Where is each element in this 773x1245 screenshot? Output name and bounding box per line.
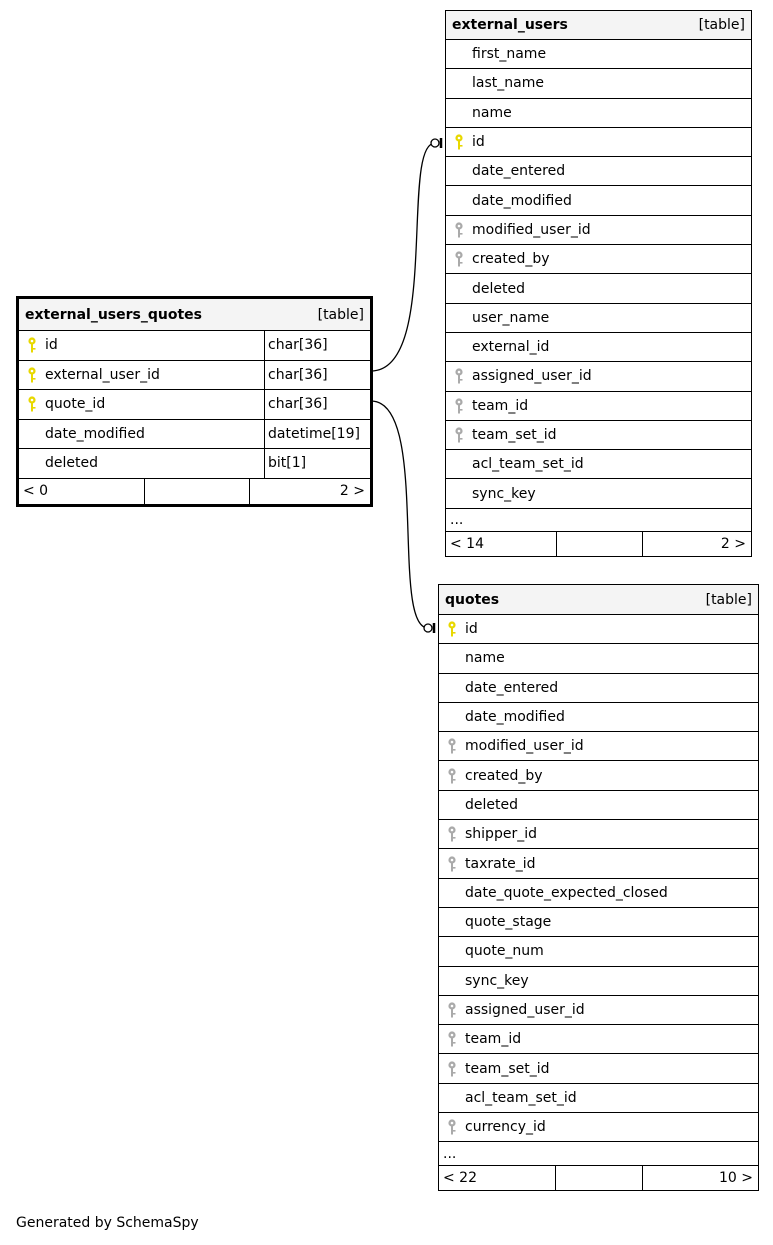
column-row[interactable] bbox=[439, 937, 758, 966]
column-row[interactable] bbox=[446, 392, 751, 421]
column-name: quote_id bbox=[45, 396, 106, 413]
table-kind: [table] bbox=[317, 306, 364, 323]
table-name: external_users_quotes bbox=[25, 306, 202, 323]
column-name-cell bbox=[446, 304, 751, 332]
column-row[interactable] bbox=[439, 1113, 758, 1142]
column-name-cell bbox=[446, 40, 751, 68]
column-row[interactable] bbox=[446, 216, 751, 245]
column-name-cell bbox=[439, 1025, 758, 1053]
column-name-cell bbox=[439, 820, 758, 848]
column-name: deleted bbox=[465, 796, 518, 813]
column-row[interactable] bbox=[446, 274, 751, 303]
column-row[interactable] bbox=[446, 450, 751, 479]
column-name-cell bbox=[439, 1113, 758, 1141]
column-name: currency_id bbox=[465, 1119, 546, 1136]
column-row[interactable] bbox=[19, 390, 370, 420]
column-name-cell bbox=[439, 879, 758, 907]
column-row[interactable] bbox=[439, 1084, 758, 1113]
table-header bbox=[446, 11, 751, 40]
column-name-cell bbox=[446, 421, 751, 449]
foreign-key-icon bbox=[452, 249, 466, 269]
column-name: date_entered bbox=[472, 163, 566, 180]
column-name: team_set_id bbox=[465, 1060, 550, 1077]
column-name: created_by bbox=[472, 251, 550, 268]
column-list bbox=[439, 615, 758, 1142]
primary-key-icon bbox=[25, 335, 39, 355]
column-name-cell bbox=[19, 361, 264, 390]
column-name: team_id bbox=[465, 1031, 522, 1048]
table-external-users-quotes[interactable] bbox=[16, 296, 373, 507]
foreign-key-icon bbox=[445, 1059, 459, 1079]
column-name: name bbox=[472, 104, 512, 121]
column-row[interactable] bbox=[439, 879, 758, 908]
column-name: deleted bbox=[472, 280, 525, 297]
table-footer bbox=[19, 479, 370, 504]
column-row[interactable] bbox=[439, 820, 758, 849]
column-name: sync_key bbox=[472, 485, 536, 502]
column-row[interactable] bbox=[19, 449, 370, 479]
column-name-cell bbox=[19, 449, 264, 478]
column-type: char[36] bbox=[264, 390, 370, 419]
column-row[interactable] bbox=[19, 420, 370, 450]
column-row[interactable] bbox=[446, 362, 751, 391]
column-row[interactable] bbox=[446, 128, 751, 157]
column-name: first_name bbox=[472, 46, 547, 63]
relationship-quote-id-line bbox=[371, 401, 428, 628]
column-name-cell bbox=[439, 967, 758, 995]
column-name: assigned_user_id bbox=[465, 1002, 585, 1018]
column-name: deleted bbox=[45, 455, 98, 472]
primary-key-icon bbox=[25, 365, 39, 385]
column-name-cell bbox=[446, 274, 751, 302]
footer-middle bbox=[555, 1166, 643, 1190]
column-name: taxrate_id bbox=[465, 855, 536, 872]
column-name: id bbox=[45, 337, 58, 354]
column-name-cell bbox=[446, 99, 751, 127]
column-name: date_modified bbox=[45, 425, 145, 442]
column-type: datetime[19] bbox=[264, 420, 370, 449]
column-name: user_name bbox=[472, 309, 550, 326]
column-row[interactable] bbox=[19, 361, 370, 391]
column-row[interactable] bbox=[439, 615, 758, 644]
column-row[interactable] bbox=[439, 967, 758, 996]
column-name-cell bbox=[446, 392, 751, 420]
generated-by-credit: Generated by SchemaSpy bbox=[16, 1215, 199, 1231]
column-name: external_user_id bbox=[45, 366, 160, 383]
column-name: modified_user_id bbox=[472, 221, 591, 238]
column-name-cell bbox=[446, 69, 751, 97]
zero-or-many-marker bbox=[424, 624, 432, 632]
column-row[interactable] bbox=[446, 69, 751, 98]
column-list bbox=[19, 331, 370, 479]
foreign-key-icon bbox=[452, 220, 466, 240]
column-name: date_quote_expected_closed bbox=[465, 884, 668, 901]
foreign-key-icon bbox=[452, 366, 466, 386]
column-name-cell bbox=[446, 216, 751, 244]
more-columns-ellipsis: ... bbox=[439, 1142, 758, 1166]
footer-children-count: 2 > bbox=[720, 535, 746, 552]
column-row[interactable] bbox=[439, 791, 758, 820]
column-name: quote_stage bbox=[465, 914, 552, 931]
column-name: shipper_id bbox=[465, 826, 537, 843]
column-name-cell bbox=[439, 996, 758, 1024]
column-row[interactable] bbox=[439, 703, 758, 732]
column-type: char[36] bbox=[264, 331, 370, 360]
column-name: modified_user_id bbox=[465, 738, 584, 755]
table-name: quotes bbox=[445, 591, 500, 608]
column-name-cell bbox=[439, 849, 758, 877]
column-name: external_id bbox=[472, 339, 550, 356]
column-row[interactable] bbox=[439, 761, 758, 790]
column-name: name bbox=[465, 650, 505, 667]
column-name: team_id bbox=[472, 397, 529, 414]
column-name: date_entered bbox=[465, 679, 559, 696]
column-row[interactable] bbox=[439, 1025, 758, 1054]
column-name-cell bbox=[439, 732, 758, 760]
column-name-cell bbox=[446, 245, 751, 273]
column-name-cell bbox=[446, 186, 751, 214]
column-name: assigned_user_id bbox=[472, 368, 592, 385]
column-name-cell bbox=[439, 1054, 758, 1082]
column-name: created_by bbox=[465, 767, 543, 784]
foreign-key-icon bbox=[445, 1029, 459, 1049]
column-name-cell bbox=[19, 420, 264, 449]
column-name-cell bbox=[439, 1084, 758, 1112]
column-row[interactable] bbox=[446, 186, 751, 215]
table-name: external_users bbox=[452, 17, 568, 33]
table-header bbox=[439, 585, 758, 615]
column-name-cell bbox=[446, 157, 751, 185]
column-row[interactable] bbox=[446, 421, 751, 450]
footer-parents-count: < 0 bbox=[23, 483, 49, 499]
column-name: acl_team_set_id bbox=[465, 1089, 577, 1106]
primary-key-icon bbox=[445, 619, 459, 639]
column-name-cell bbox=[19, 390, 264, 419]
table-footer bbox=[439, 1166, 758, 1190]
column-row[interactable] bbox=[439, 996, 758, 1025]
column-name: id bbox=[465, 621, 478, 638]
table-kind: [table] bbox=[705, 591, 752, 608]
footer-children-count: 2 > bbox=[339, 483, 365, 499]
relationship-external-user-id-line bbox=[371, 143, 435, 371]
column-name: id bbox=[472, 134, 485, 151]
foreign-key-icon bbox=[445, 854, 459, 874]
zero-or-many-marker bbox=[431, 139, 439, 147]
column-row[interactable] bbox=[439, 674, 758, 703]
foreign-key-icon bbox=[452, 425, 466, 445]
column-row[interactable] bbox=[446, 479, 751, 508]
column-row[interactable] bbox=[19, 331, 370, 361]
column-name-cell bbox=[19, 331, 264, 360]
column-name: quote_num bbox=[465, 943, 544, 960]
foreign-key-icon bbox=[445, 736, 459, 756]
table-external-users[interactable] bbox=[445, 10, 752, 557]
column-name-cell bbox=[439, 791, 758, 819]
table-quotes[interactable] bbox=[438, 584, 759, 1191]
column-name-cell bbox=[446, 128, 751, 156]
table-header bbox=[19, 299, 370, 331]
column-list bbox=[446, 40, 751, 509]
table-kind: [table] bbox=[698, 17, 745, 33]
primary-key-icon bbox=[25, 394, 39, 414]
column-type: char[36] bbox=[264, 361, 370, 390]
column-name-cell bbox=[446, 333, 751, 361]
foreign-key-icon bbox=[452, 396, 466, 416]
column-name-cell bbox=[446, 479, 751, 507]
column-row[interactable] bbox=[446, 333, 751, 362]
column-type: bit[1] bbox=[264, 449, 370, 478]
column-row[interactable] bbox=[446, 245, 751, 274]
primary-key-icon bbox=[452, 132, 466, 152]
column-name: date_modified bbox=[465, 709, 565, 726]
column-name: date_modified bbox=[472, 192, 572, 209]
table-footer bbox=[446, 532, 751, 556]
footer-parents-count: < 22 bbox=[443, 1170, 477, 1187]
footer-middle bbox=[556, 532, 643, 556]
column-name-cell bbox=[439, 937, 758, 965]
column-name: team_set_id bbox=[472, 427, 557, 443]
column-name-cell bbox=[439, 674, 758, 702]
foreign-key-icon bbox=[445, 1117, 459, 1137]
column-row[interactable] bbox=[446, 40, 751, 69]
footer-parents-count: < 14 bbox=[450, 535, 484, 552]
column-row[interactable] bbox=[446, 157, 751, 186]
column-name: sync_key bbox=[465, 972, 529, 989]
more-columns-ellipsis: ... bbox=[446, 509, 751, 532]
column-name-cell bbox=[439, 908, 758, 936]
column-row[interactable] bbox=[439, 1054, 758, 1083]
column-row[interactable] bbox=[446, 99, 751, 128]
column-name-cell bbox=[439, 703, 758, 731]
foreign-key-icon bbox=[445, 766, 459, 786]
column-name: last_name bbox=[472, 75, 544, 92]
foreign-key-icon bbox=[445, 1000, 459, 1020]
column-name-cell bbox=[439, 644, 758, 672]
foreign-key-icon bbox=[445, 824, 459, 844]
column-name-cell bbox=[439, 761, 758, 789]
footer-children-count: 10 > bbox=[719, 1170, 753, 1187]
column-name: acl_team_set_id bbox=[472, 456, 584, 473]
column-name-cell bbox=[439, 615, 758, 643]
column-name-cell bbox=[446, 362, 751, 390]
column-row[interactable] bbox=[439, 849, 758, 878]
column-row[interactable] bbox=[446, 304, 751, 333]
column-row[interactable] bbox=[439, 732, 758, 761]
column-row[interactable] bbox=[439, 908, 758, 937]
footer-middle bbox=[144, 479, 250, 504]
column-name-cell bbox=[446, 450, 751, 478]
column-row[interactable] bbox=[439, 644, 758, 673]
